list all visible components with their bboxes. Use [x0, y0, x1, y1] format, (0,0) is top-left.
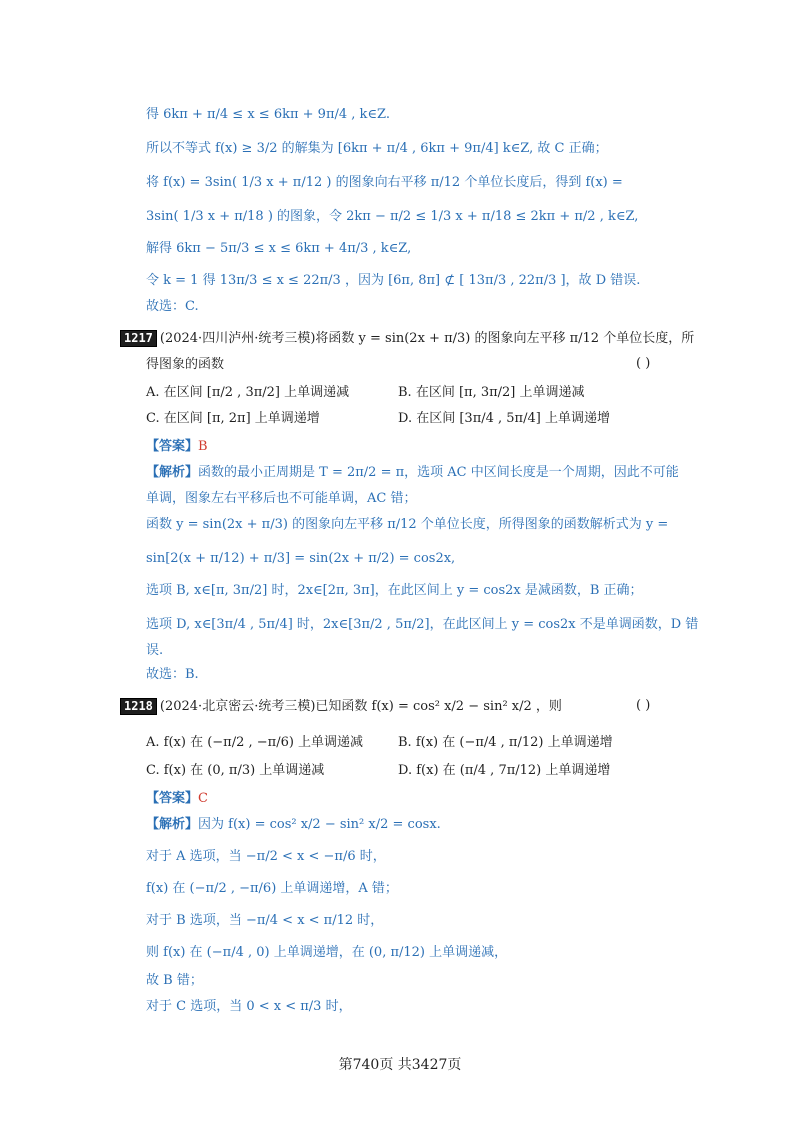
analysis-line [146, 464, 679, 482]
answer-label: 【答案】 [146, 439, 199, 454]
stem-text: (2024·四川泸州·统考三模)将函数 y = sin(2x + π/3) 的图象向左平移 π/12 个单位长度，所 [159, 331, 695, 346]
question-number: 1217 [120, 330, 157, 347]
analysis-line: 则 f(x) 在 (−π/4 , 0) 上单调递增，在 (0, π/12) 上单调递减， [146, 945, 508, 960]
analysis-line: 选项 D, x∈[3π/4 , 5π/4] 时，2x∈[3π/2 , 5π/2]，在此区间上 y = cos2x 不是单调函数，D 错 [146, 617, 699, 632]
option-c: C. 在区间 [π, 2π] 上单调递增 [146, 411, 320, 426]
text-line: 将 f(x) = 3sin( 1/3 x + π/12 ) 的图象向右平移 π/12 个单位长度后，得到 f(x) = [146, 175, 623, 190]
analysis-line: 对于 B 选项，当 −π/4 < x < π/12 时， [146, 913, 384, 928]
text-line: 解得 6kπ − 5π/3 ≤ x ≤ 6kπ + 4π/3 , k∈Z, [146, 241, 412, 256]
option-d: D. 在区间 [3π/4 , 5π/4] 上单调递增 [398, 411, 610, 426]
answer-label: 【答案】 [146, 791, 199, 806]
question-stem [120, 698, 562, 716]
option-d: D. f(x) 在 (π/4 , 7π/12) 上单调递增 [398, 763, 611, 778]
text-line: 所以不等式 f(x) ≥ 3/2 的解集为 [6kπ + π/4 , 6kπ + 9π/4] k∈Z, 故 C 正确； [146, 141, 608, 156]
option-a: A. 在区间 [π/2 , 3π/2] 上单调递减 [146, 385, 350, 400]
question-stem [120, 330, 694, 348]
answer-paren: ( ) [636, 698, 651, 713]
analysis-line: 函数 y = sin(2x + π/3) 的图象向左平移 π/12 个单位长度，所得图象的函数解析式为 y = [146, 517, 669, 532]
stem-text: (2024·北京密云·统考三模)已知函数 f(x) = cos² x/2 − sin² x/2 ，则 [159, 699, 562, 714]
analysis-line: 故 B 错； [146, 973, 203, 988]
analysis-line: f(x) 在 (−π/2 , −π/6) 上单调递增，A 错； [146, 881, 398, 896]
text-line: 3sin( 1/3 x + π/18 ) 的图象，令 2kπ − π/2 ≤ 1/3 x + π/18 ≤ 2kπ + π/2 , k∈Z, [146, 209, 639, 224]
option-c: C. f(x) 在 (0, π/3) 上单调递减 [146, 763, 325, 778]
analysis-line: 选项 B, x∈[π, 3π/2] 时，2x∈[2π, 3π]，在此区间上 y = cos2x 是减函数，B 正确； [146, 583, 643, 598]
text-line: 故选：C. [146, 299, 199, 314]
question-number: 1218 [120, 698, 157, 715]
answer-value: C [198, 791, 208, 806]
answer-paren: ( ) [636, 356, 651, 371]
analysis-line: 对于 A 选项，当 −π/2 < x < −π/6 时， [146, 849, 386, 864]
analysis-label: 【解析】 [146, 817, 199, 832]
answer-line [146, 438, 208, 456]
analysis-text: 因为 f(x) = cos² x/2 − sin² x/2 = cosx. [198, 817, 441, 832]
answer-line [146, 790, 208, 808]
analysis-line: 故选：B. [146, 667, 199, 682]
page-footer: 第740页 共3427页 [338, 1057, 462, 1073]
analysis-line: 单调，图象左右平移后也不可能单调，AC 错； [146, 491, 417, 506]
analysis-line [146, 816, 441, 834]
option-b: B. 在区间 [π, 3π/2] 上单调递减 [398, 385, 585, 400]
analysis-text: 函数的最小正周期是 T = 2π/2 = π，选项 AC 中区间长度是一个周期，因此不可能 [198, 465, 679, 480]
analysis-line: 对于 C 选项，当 0 < x < π/3 时， [146, 999, 352, 1014]
option-a: A. f(x) 在 (−π/2 , −π/6) 上单调递减 [146, 735, 364, 750]
text-line: 得 6kπ + π/4 ≤ x ≤ 6kπ + 9π/4 , k∈Z. [146, 107, 390, 122]
answer-value: B [198, 439, 208, 454]
text-line: 令 k = 1 得 13π/3 ≤ x ≤ 22π/3 ，因为 [6π, 8π] ⊄ [ 13π/3 , 22π/3 ]，故 D 错误. [146, 273, 641, 288]
analysis-label: 【解析】 [146, 465, 199, 480]
stem-text: 得图象的函数 [146, 357, 225, 372]
analysis-line: sin[2(x + π/12) + π/3] = sin(2x + π/2) = cos2x, [146, 551, 456, 566]
analysis-line: 误. [146, 643, 164, 658]
option-b: B. f(x) 在 (−π/4 , π/12) 上单调递增 [398, 735, 613, 750]
